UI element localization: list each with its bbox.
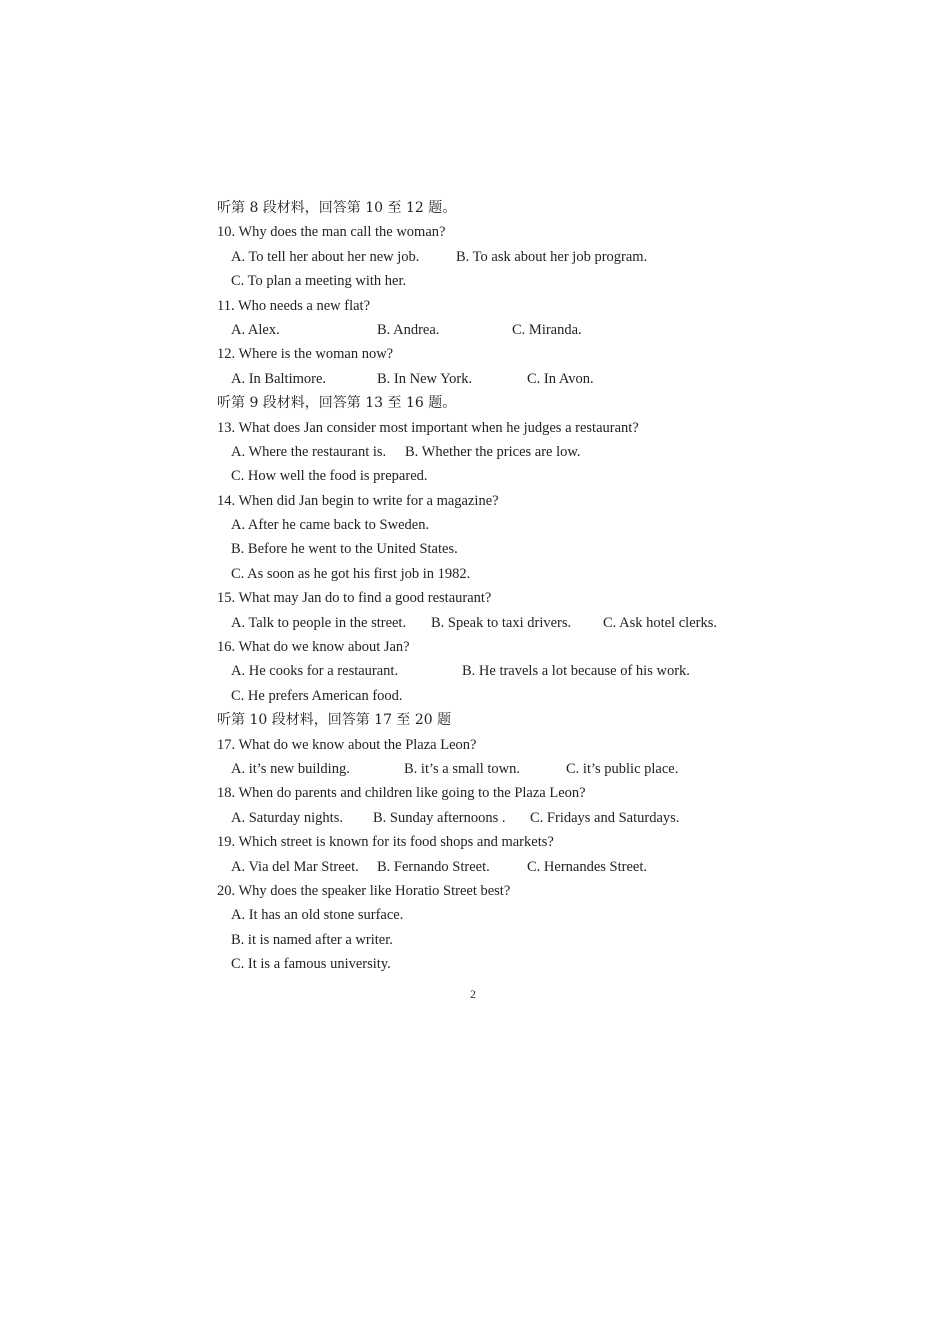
options-row	[217, 928, 917, 952]
options-row	[217, 245, 917, 269]
answer-option: C. In Avon.	[527, 370, 594, 387]
options-row	[217, 659, 917, 683]
answer-option: A. In Baltimore.	[231, 370, 327, 387]
answer-option: A. Via del Mar Street.	[231, 858, 359, 875]
answer-option: A. It has an old stone surface.	[231, 907, 404, 924]
answer-option: C. As soon as he got his first job in 1982.	[231, 565, 471, 582]
answer-option: C. Hernandes Street.	[527, 858, 647, 875]
answer-option: B. To ask about her job program.	[456, 248, 648, 265]
options-row	[217, 757, 917, 781]
listening-questions	[217, 196, 917, 977]
question-text: 19. Which street is known for its food shops and markets?	[217, 834, 554, 851]
options-row	[217, 269, 917, 293]
answer-option: B. Sunday afternoons .	[373, 809, 506, 826]
answer-option: B. Speak to taxi drivers.	[431, 614, 572, 631]
question-text: 11. Who needs a new flat?	[217, 297, 371, 314]
question-text: 12. Where is the woman now?	[217, 346, 394, 363]
answer-option: A. After he came back to Sweden.	[231, 517, 430, 534]
options-row	[217, 611, 917, 635]
question-text: 13. What does Jan consider most important when he judges a restaurant?	[217, 419, 639, 436]
section-heading: 听第 9 段材料，回答第 13 至 16 题。	[217, 395, 457, 412]
question-text: 20. Why does the speaker like Horatio Street best?	[217, 882, 511, 899]
answer-option: B. Fernando Street.	[377, 858, 490, 875]
question-text: 17. What do we know about the Plaza Leon?	[217, 736, 477, 753]
answer-option: A. Talk to people in the street.	[231, 614, 407, 631]
options-row	[217, 562, 917, 586]
options-row	[217, 537, 917, 561]
answer-option: A. Alex.	[231, 321, 280, 338]
answer-option: A. Saturday nights.	[231, 809, 343, 826]
options-row	[217, 318, 917, 342]
answer-option: C. It is a famous university.	[231, 956, 391, 973]
section-heading: 听第 10 段材料，回答第 17 至 20 题	[217, 712, 452, 729]
options-row	[217, 855, 917, 879]
options-row	[217, 952, 917, 976]
options-row	[217, 440, 917, 464]
answer-option: B. Andrea.	[377, 321, 440, 338]
answer-option: B. it is named after a writer.	[231, 931, 393, 948]
question-text: 15. What may Jan do to find a good restaurant?	[217, 590, 492, 607]
answer-option: A. He cooks for a restaurant.	[231, 663, 399, 680]
answer-option: A. it’s new building.	[231, 760, 350, 777]
question-text: 16. What do we know about Jan?	[217, 639, 410, 656]
answer-option: C. How well the food is prepared.	[231, 468, 428, 485]
answer-option: B. it’s a small town.	[404, 760, 520, 777]
answer-option: B. In New York.	[377, 370, 473, 387]
question-text: 10. Why does the man call the woman?	[217, 224, 446, 241]
answer-option: B. Before he went to the United States.	[231, 541, 458, 558]
options-row	[217, 684, 917, 708]
answer-option: A. Where the restaurant is.	[231, 443, 387, 460]
answer-option: C. it’s public place.	[566, 760, 679, 777]
options-row	[217, 464, 917, 488]
answer-option: B. He travels a lot because of his work.	[462, 663, 690, 680]
answer-option: C. He prefers American food.	[231, 687, 403, 704]
answer-option: C. Fridays and Saturdays.	[530, 809, 680, 826]
options-row	[217, 806, 917, 830]
answer-option: C. To plan a meeting with her.	[231, 273, 407, 290]
options-row	[217, 367, 917, 391]
section-heading: 听第 8 段材料，回答第 10 至 12 题。	[217, 200, 457, 216]
question-text: 14. When did Jan begin to write for a magazine?	[217, 492, 499, 509]
answer-option: A. To tell her about her new job.	[231, 248, 420, 265]
answer-option: B. Whether the prices are low.	[405, 443, 581, 460]
question-text: 18. When do parents and children like going to the Plaza Leon?	[217, 785, 586, 802]
page-number: 2	[470, 987, 476, 1001]
answer-option: C. Miranda.	[512, 321, 582, 338]
answer-option: C. Ask hotel clerks.	[603, 614, 717, 631]
options-row	[217, 513, 917, 537]
options-row	[217, 903, 917, 927]
